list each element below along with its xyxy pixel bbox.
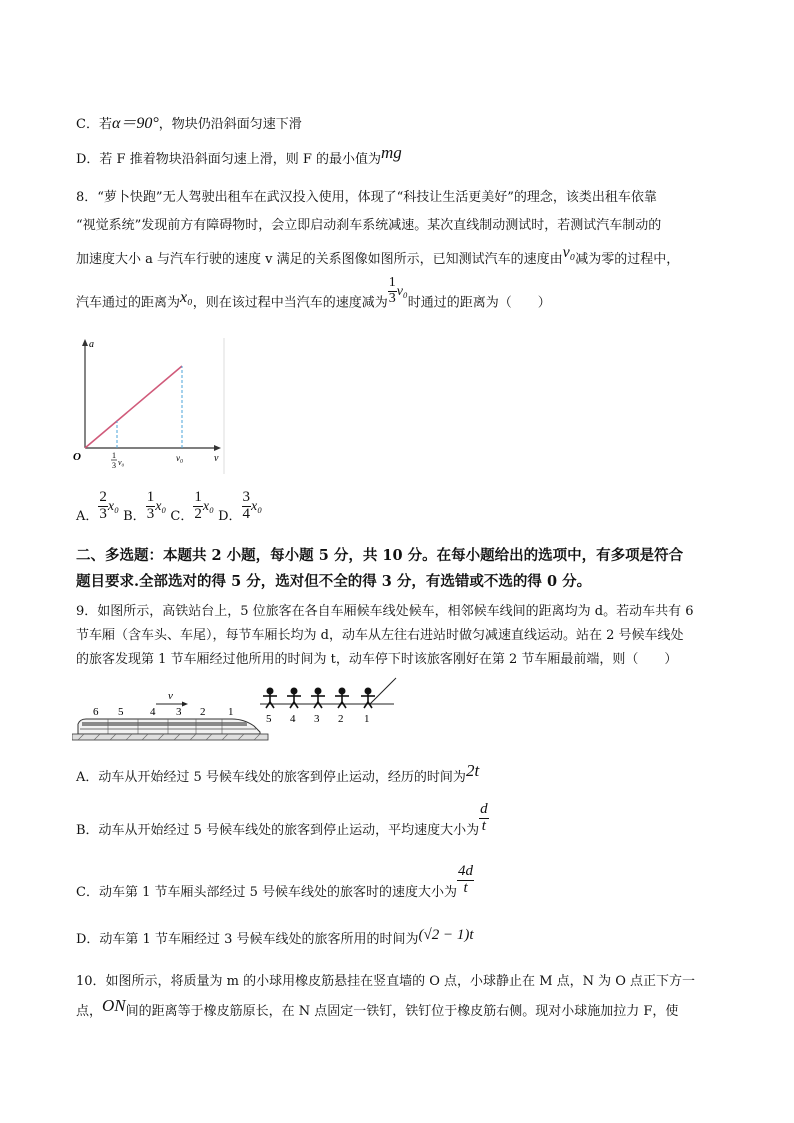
train-platform-figure bbox=[72, 676, 402, 746]
alpha-expr: α＝90° bbox=[111, 115, 159, 132]
velocity-label: v bbox=[168, 690, 173, 702]
q8-option-d: D． $\frac{3}{4}$ x₀ bbox=[218, 489, 263, 524]
mg-expr: mg bbox=[381, 143, 402, 162]
passenger-number: 5 bbox=[266, 713, 272, 725]
x-axis-arrow bbox=[214, 445, 221, 451]
origin-label: O bbox=[73, 451, 81, 463]
passenger-number: 3 bbox=[314, 713, 320, 725]
q9-option-d: D．动车第 1 节车厢经过 3 号候车线处的旅客所用的时间为(√2 − 1)t bbox=[76, 927, 474, 947]
y-axis-label: a bbox=[89, 339, 94, 350]
q8-line-1: 8．“萝卜快跑”无人驾驶出租车在武汉投入使用，体现了“科技让生活更美好”的理念，该类出租车依靠 bbox=[76, 190, 657, 205]
tick-third-num: 1 bbox=[112, 451, 116, 460]
car-number: 5 bbox=[118, 706, 124, 718]
q8-options bbox=[76, 490, 262, 523]
passenger-number: 2 bbox=[338, 713, 344, 725]
q8-option-a: A． $\frac{2}{3}$ x₀ bbox=[76, 489, 119, 524]
car-number: 4 bbox=[150, 706, 156, 718]
x-axis-label: v bbox=[214, 453, 219, 464]
velocity-arrowhead bbox=[182, 702, 188, 707]
tick-third-den: 3 bbox=[112, 461, 116, 470]
q9-option-b: B．动车从开始经过 5 号候车线处的旅客到停止运动，平均速度大小为 $\frac{d}{t}$ bbox=[76, 801, 488, 838]
a-v-graph bbox=[66, 336, 236, 476]
one-third-fraction: $\frac{1}{3}$ bbox=[388, 275, 396, 306]
passenger-number: 4 bbox=[290, 713, 296, 725]
car-number: 1 bbox=[228, 706, 234, 718]
platform-edge bbox=[370, 678, 396, 704]
q8-option-b: B． $\frac{1}{3}$ x₀ bbox=[123, 489, 167, 524]
car-number: 3 bbox=[176, 706, 182, 718]
q7-option-d: D．若 F 推着物块沿斜面匀速上滑，则 F 的最小值为mg bbox=[76, 143, 402, 167]
q10-line-1: 10．如图所示，将质量为 m 的小球用橡皮筋悬挂在竖直墙的 O 点，小球静止在 M 点，N 为 O 点正下方一 bbox=[76, 974, 696, 989]
tick-v0-label: v₀ bbox=[176, 453, 184, 463]
car-number: 2 bbox=[200, 706, 206, 718]
a-v-line bbox=[85, 366, 182, 448]
x0-expr: x₀ bbox=[180, 288, 193, 306]
section-2-heading-line-2: 题目要求.全部选对的得 5 分，选对但不全的得 3 分，有选错或不选的得 0 分。 bbox=[76, 573, 592, 590]
v0-expr: v₀ bbox=[562, 244, 576, 261]
q8-line-2: “视觉系统”发现前方有障碍物时，会立即启动刹车系统减速。某次直线制动测试时，若测试汽车制动的 bbox=[76, 218, 662, 233]
q9-option-c: C．动车第 1 节车厢头部经过 5 号候车线处的旅客时的速度大小为 $\frac{4d}{t}$ bbox=[76, 863, 474, 900]
train-body bbox=[78, 719, 260, 734]
q8-line-4: 汽车通过的距离为x₀，则在该过程中当汽车的速度减为 $\frac{1}{3}$ v₀时通过的距离为（ ） bbox=[76, 275, 551, 311]
q9-option-a: A．动车从开始经过 5 号候车线处的旅客到停止运动，经历的时间为2t bbox=[76, 761, 480, 785]
section-2-heading-line-1: 二、多选题：本题共 2 小题，每小题 5 分，共 10 分。在每小题给出的选项中，有多项是符合 bbox=[76, 547, 684, 564]
tick-third-var: v₀ bbox=[118, 458, 125, 467]
q9-line-3: 的旅客发现第 1 节车厢经过他所用的时间为 t，动车停下时该旅客刚好在第 2 节车厢最前端，则（ ） bbox=[76, 652, 678, 667]
passenger-number: 1 bbox=[364, 713, 370, 725]
car-number: 6 bbox=[93, 706, 99, 718]
q10-line-2: 点，ON间的距离等于橡皮筋原长，在 N 点固定一铁钉，铁钉位于橡皮筋右侧。现对小球施加拉力 F，使 bbox=[76, 996, 679, 1019]
passengers bbox=[263, 688, 375, 709]
q9-line-1: 9．如图所示，高铁站台上，5 位旅客在各自车厢候车线处候车，相邻候车线间的距离均为 d。若动车共有 6 bbox=[76, 604, 694, 619]
q7-option-c: C．若α＝90°，物块仍沿斜面匀速下滑 bbox=[76, 115, 302, 132]
q8-line-3: 加速度大小 a 与汽车行驶的速度 v 满足的关系图像如图所示，已知测试汽车的速度由v₀减为零的过程中， bbox=[76, 244, 680, 267]
y-axis-arrow bbox=[82, 339, 88, 346]
q9-line-2: 节车厢（含车头、车尾），每节车厢长均为 d，动车从左往右进站时做匀减速直线运动。站在 2 号候车线处 bbox=[76, 628, 684, 643]
q8-option-c: C． $\frac{1}{2}$ x₀ bbox=[170, 489, 214, 524]
